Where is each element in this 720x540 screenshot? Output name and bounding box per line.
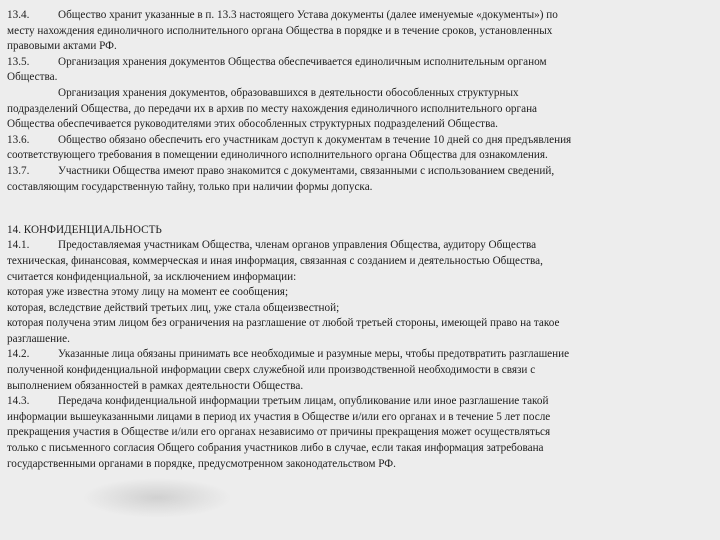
clause-number: 14.3. (7, 395, 30, 408)
paragraph-13-5-continued (7, 86, 710, 133)
clause-number: 14.2. (7, 348, 30, 361)
text-line: соответствующего требования в помещении единоличного исполнительного органа Общества для ознакомления. (7, 149, 548, 162)
paragraph-14-1 (7, 238, 710, 347)
paragraph-14-2 (7, 347, 710, 394)
text-line: выполнением обязанностей в рамках деятельности Общества. (7, 379, 304, 392)
section-heading: 14. КОНФИДЕНЦИАЛЬНОСТЬ (7, 223, 162, 236)
clause-number: 13.4. (7, 9, 30, 21)
scan-shading (0, 490, 720, 540)
text-line: техническая, финансовая, коммерческая и иная информация, связанная с созданием и деятельностью Общества, (7, 254, 543, 267)
paragraph-14-3 (7, 394, 710, 472)
paragraph-13-5 (7, 55, 710, 86)
text-line: месту нахождения единоличного исполнительного органа Общества в порядке и в течение сроков, установленных (7, 24, 553, 37)
text-line: которая, вследствие действий третьих лиц, уже стала общеизвестной; (7, 301, 340, 314)
text-line: Общества. (7, 71, 58, 84)
text-line: составляющим государственную тайну, только при наличии формы допуска. (7, 180, 373, 193)
text-line: полученной конфиденциальной информации сверх служебной или производственной необходимости в связи с (7, 364, 536, 377)
text-line: которая уже известна этому лицу на момент ее сообщения; (7, 286, 289, 299)
clause-number: 14.1. (7, 239, 30, 252)
text-line: Предоставляемая участникам Общества, членам органов управления Общества, аудитору Общества (58, 239, 537, 252)
clause-number: 13.7. (7, 164, 30, 177)
text-line: правовыми актами РФ. (7, 40, 117, 53)
text-line: разглашение. (7, 332, 70, 345)
text-line: считается конфиденциальной, за исключением информации: (7, 270, 297, 283)
text-line: Участники Общества имеют право знакомится с документами, связанными с использованием сведений, (58, 164, 555, 177)
text-line: информации вышеуказанными лицами в период их участия в Обществе и/или его органах и в течение 5 лет после (7, 410, 551, 423)
clause-number: 13.6. (7, 133, 30, 146)
clause-number: 13.5. (7, 55, 30, 68)
text-line: прекращения участия в Обществе и/или его органах независимо от причины прекращения может осуществляться (7, 426, 551, 439)
paragraph-13-4 (7, 8, 710, 55)
text-line: только с письменного согласия Общего собрания участников либо в случае, если такая информация затребована (7, 442, 544, 455)
text-line: Организация хранения документов Общества обеспечивается единоличным исполнительным органом (58, 55, 547, 68)
text-line: которая получена этим лицом без ограничения на разглашение от любой третьей стороны, имеющей право на такое (7, 317, 560, 330)
paragraph-13-7 (7, 164, 710, 195)
text-line: Организация хранения документов, образовавшихся в деятельности обособленных структурных (58, 86, 519, 99)
paragraph-13-6 (7, 133, 710, 164)
text-line: Общества обеспечивается руководителями этих обособленных структурных подразделений Общества. (7, 118, 498, 131)
text-line: Передача конфиденциальной информации третьим лицам, опубликование или иное разглашение такой (58, 395, 549, 408)
text-line: Общество обязано обеспечить его участникам доступ к документам в течение 10 дней со дня предъявления (58, 133, 572, 146)
text-line: Общество хранит указанные в п. 13.3 настоящего Устава документы (далее именуемые «документы») по (58, 9, 558, 21)
text-line: подразделений Общества, до передачи их в архив по месту нахождения единоличного исполнительного органа (7, 102, 538, 115)
scan-smudge (82, 478, 232, 518)
text-line: Указанные лица обязаны принимать все необходимые и разумные меры, чтобы предотвратить разглашение (58, 348, 570, 361)
text-line: государственными органами в порядке, предусмотренном законодательством РФ. (7, 457, 396, 470)
